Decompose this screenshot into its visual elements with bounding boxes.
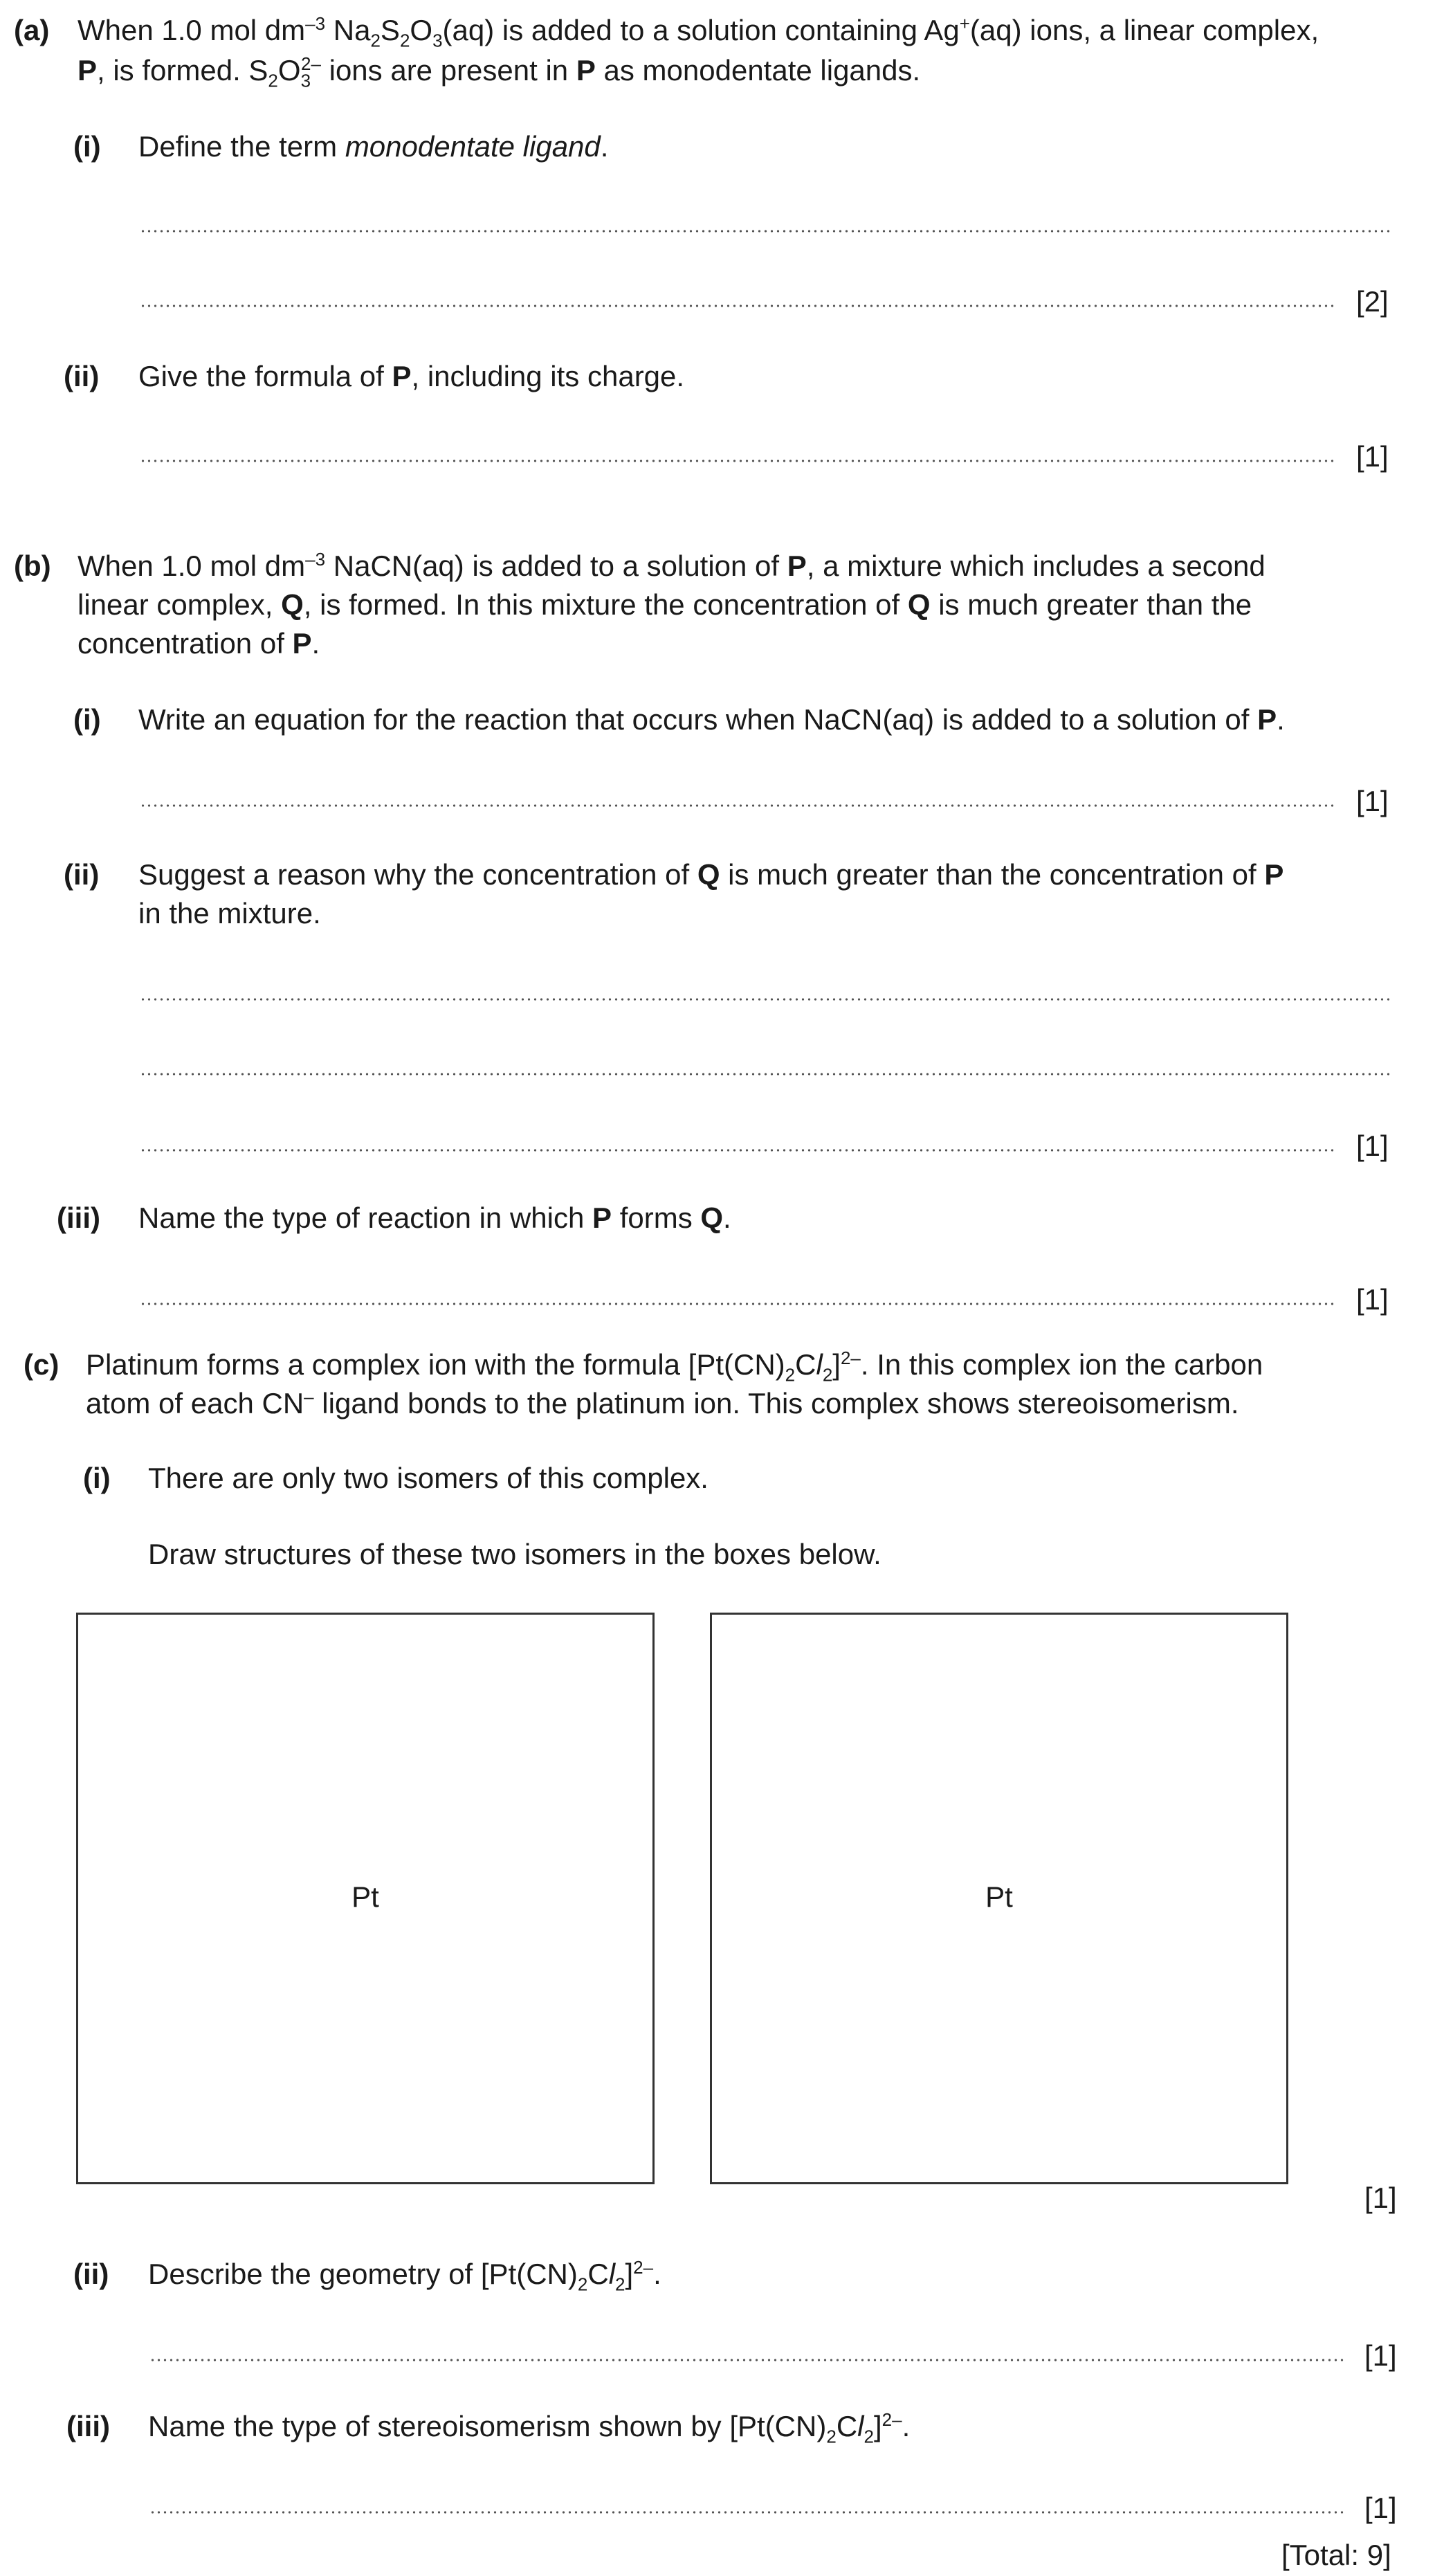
mark-b-ii: [1] [1356,1130,1389,1162]
mark-b-i: [1] [1356,785,1389,817]
answer-line-a-ii[interactable] [140,460,1337,462]
mark-b-iii: [1] [1356,1283,1389,1316]
part-b-iii-label: (iii) [57,1201,100,1234]
part-b-i-label: (i) [73,703,101,736]
answer-line-a-i-1[interactable] [140,230,1392,233]
mark-c-iii: [1] [1364,2492,1397,2524]
answer-line-b-ii-3[interactable] [140,1149,1337,1152]
answer-line-b-i[interactable] [140,804,1337,807]
part-a-ii-label: (ii) [64,360,100,392]
part-a-stem-line2: P, is formed. $S_2O_3^{2-}$ ions are present in P as monodentate ligands. [77,53,921,91]
part-b-stem-line1: When 1.0 mol $dm^{-3}$ NaCN(aq) is added to a solution of P, a mixture which includes a second [77,549,1265,582]
part-b-ii-question-line2: in the mixture. [138,897,321,929]
part-a-stem-line1: When 1.0 mol $dm^{-3}$ $Na_2S_2O_3(aq)$ is added to a solution containing Ag+(aq) ions, a linear complex, [77,13,1319,51]
part-b-stem-line3: concentration of P. [77,627,320,660]
answer-line-c-iii[interactable] [149,2511,1345,2514]
answer-line-b-ii-2[interactable] [140,1073,1392,1076]
mark-a-i: [2] [1356,285,1389,318]
part-c-label: (c) [24,1348,60,1381]
answer-line-b-iii[interactable] [140,1303,1337,1305]
part-a-ii-question: Give the formula of P, including its charge. [138,360,685,392]
part-c-ii-question: Describe the geometry of $[Pt(CN)_2Cl_2]^{2-}$. [148,2257,661,2295]
part-b-stem-line2: linear complex, Q, is formed. In this mixture the concentration of Q is much greater than the [77,588,1252,621]
mark-a-ii: [1] [1356,440,1389,473]
isomer-drawing-box-right[interactable] [710,1613,1288,2184]
part-c-iii-question: Name the type of stereoisomerism shown by $[Pt(CN)_2Cl_2]^{2-}$. [148,2409,911,2447]
isomer-drawing-box-left[interactable] [76,1613,655,2184]
part-c-stem-line2: atom of each CN– ligand bonds to the platinum ion. This complex shows stereoisomerism. [86,1386,1239,1419]
part-c-stem-line1: Platinum forms a complex ion with the formula $[Pt(CN)_2Cl_2]^{2-}$. In this complex ion the carbon [86,1348,1263,1386]
part-a-i-label: (i) [73,130,101,163]
part-c-i-statement: There are only two isomers of this complex. [148,1462,709,1494]
mark-c-ii: [1] [1364,2339,1397,2372]
part-b-label: (b) [14,550,51,582]
pt-label-right: Pt [985,1880,1013,1913]
part-a-label: (a) [14,14,50,46]
part-b-ii-label: (ii) [64,858,100,891]
part-c-i-label: (i) [83,1462,111,1494]
pt-label-left: Pt [351,1880,379,1913]
answer-line-c-ii[interactable] [149,2359,1345,2361]
answer-line-b-ii-1[interactable] [140,998,1392,1001]
part-c-i-instruction: Draw structures of these two isomers in the boxes below. [148,1538,881,1570]
mark-c-i: [1] [1364,2182,1397,2214]
part-b-iii-question: Name the type of reaction in which P forms Q. [138,1201,731,1234]
part-b-i-question: Write an equation for the reaction that occurs when NaCN(aq) is added to a solution of P. [138,703,1285,736]
part-a-i-question: Define the term monodentate ligand. [138,130,609,163]
part-c-iii-label: (iii) [66,2410,110,2442]
total-marks: [Total: 9] [1281,2539,1391,2571]
part-c-ii-label: (ii) [73,2258,109,2290]
answer-line-a-i-2[interactable] [140,305,1337,307]
part-b-ii-question-line1: Suggest a reason why the concentration of Q is much greater than the concentration of P [138,858,1284,891]
